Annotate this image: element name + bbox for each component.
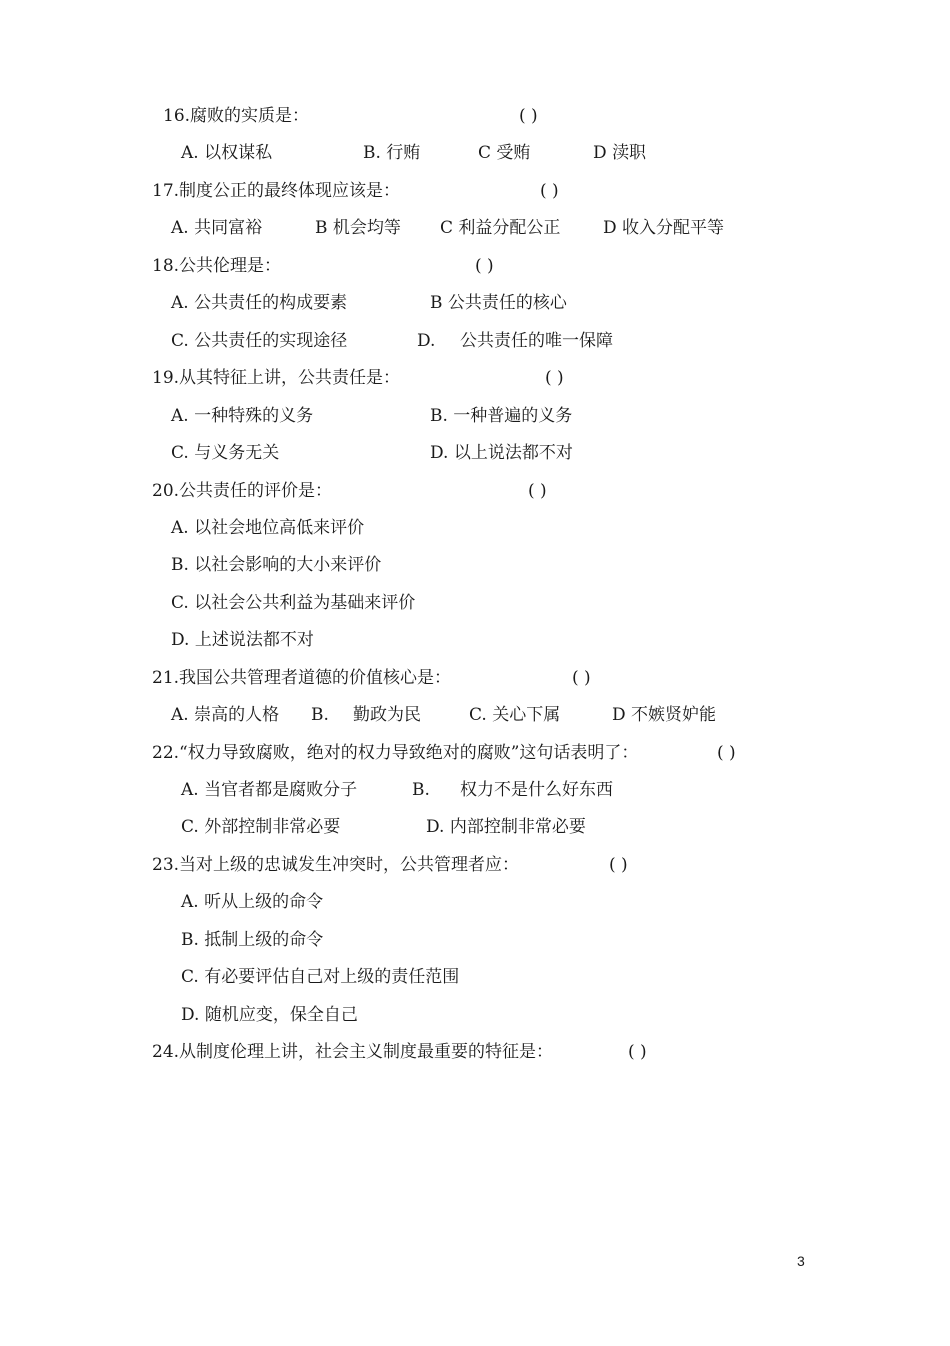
answer-bracket: ( ): [528, 481, 547, 501]
question-text: 腐败的实质是：: [190, 106, 310, 126]
question-text: 公共伦理是：: [179, 256, 282, 276]
option-d: D 不嫉贤妒能: [612, 705, 717, 725]
option-c: C. 与义务无关: [171, 443, 280, 463]
question-text: 从制度伦理上讲，社会主义制度最重要的特征是：: [179, 1042, 554, 1062]
question-number: 23.: [152, 855, 180, 875]
option-a: A. 当官者都是腐败分子: [181, 780, 358, 800]
option-c: C. 有必要评估自己对上级的责任范围: [181, 967, 460, 987]
option-d: D. 上述说法都不对: [171, 630, 314, 650]
answer-bracket: ( ): [475, 256, 494, 276]
question-20: [152, 480, 332, 502]
option-c: C 利益分配公正: [440, 218, 561, 238]
option-a: A. 一种特殊的义务: [171, 406, 314, 426]
option-c: C. 以社会公共利益为基础来评价: [171, 593, 416, 613]
question-text: 当对上级的忠诚发生冲突时，公共管理者应：: [179, 855, 520, 875]
question-text: 制度公正的最终体现应该是：: [179, 181, 401, 201]
question-number: 16.: [163, 106, 191, 126]
question-number: 20.: [152, 481, 180, 501]
option-b-text: 勤政为民: [353, 705, 421, 725]
option-a: A. 公共责任的构成要素: [171, 293, 348, 313]
option-b-text: 权力不是什么好东西: [460, 780, 613, 800]
option-a: A. 以权谋私: [181, 143, 273, 163]
option-c: C 受贿: [478, 143, 531, 163]
option-b: B. 行贿: [363, 143, 421, 163]
question-text: 我国公共管理者道德的价值核心是：: [179, 668, 452, 688]
question-number: 18.: [152, 256, 180, 276]
page-number: 3: [797, 1253, 805, 1269]
option-b: B 机会均等: [315, 218, 401, 238]
answer-bracket: ( ): [545, 368, 564, 388]
question-19: [152, 367, 400, 389]
option-d: D. 以上说法都不对: [430, 443, 573, 463]
answer-bracket: ( ): [572, 668, 591, 688]
option-b: B. 抵制上级的命令: [181, 930, 324, 950]
option-d: D. 随机应变，保全自己: [181, 1005, 358, 1025]
answer-bracket: ( ): [609, 855, 628, 875]
option-d: D 收入分配平等: [603, 218, 725, 238]
question-18: [152, 255, 281, 277]
question-24: [152, 1041, 553, 1063]
question-text: “权力导致腐败，绝对的权力导致绝对的腐败”这句话表明了：: [179, 743, 639, 763]
option-b-label: B.: [311, 705, 329, 725]
question-16: [163, 105, 309, 127]
option-a: A. 以社会地位高低来评价: [171, 518, 365, 538]
question-number: 17.: [152, 181, 180, 201]
question-text: 公共责任的评价是：: [179, 481, 333, 501]
option-a: A. 听从上级的命令: [181, 892, 324, 912]
option-b: B. 一种普遍的义务: [430, 406, 573, 426]
option-b: B 公共责任的核心: [430, 293, 567, 313]
option-c: C. 外部控制非常必要: [181, 817, 341, 837]
answer-bracket: ( ): [717, 743, 736, 763]
answer-bracket: ( ): [540, 181, 559, 201]
question-number: 22.: [152, 743, 180, 763]
option-c: C. 关心下属: [469, 705, 561, 725]
option-b-label: B.: [412, 780, 430, 800]
option-a: A. 崇高的人格: [171, 705, 280, 725]
option-d-text: 公共责任的唯一保障: [460, 331, 613, 351]
question-text: 从其特征上讲，公共责任是：: [179, 368, 401, 388]
question-21: [152, 667, 451, 689]
option-a: A. 共同富裕: [171, 218, 263, 238]
question-number: 24.: [152, 1042, 180, 1062]
question-17: [152, 180, 400, 202]
question-number: 21.: [152, 668, 180, 688]
answer-bracket: ( ): [628, 1042, 647, 1062]
option-d: D. 内部控制非常必要: [426, 817, 586, 837]
option-c: C. 公共责任的实现途径: [171, 331, 348, 351]
option-b: B. 以社会影响的大小来评价: [171, 555, 382, 575]
question-number: 19.: [152, 368, 180, 388]
option-d: D 渎职: [593, 143, 647, 163]
option-d-label: D.: [417, 331, 436, 351]
answer-bracket: ( ): [519, 106, 538, 126]
question-23: [152, 854, 519, 876]
question-22: [152, 742, 638, 764]
